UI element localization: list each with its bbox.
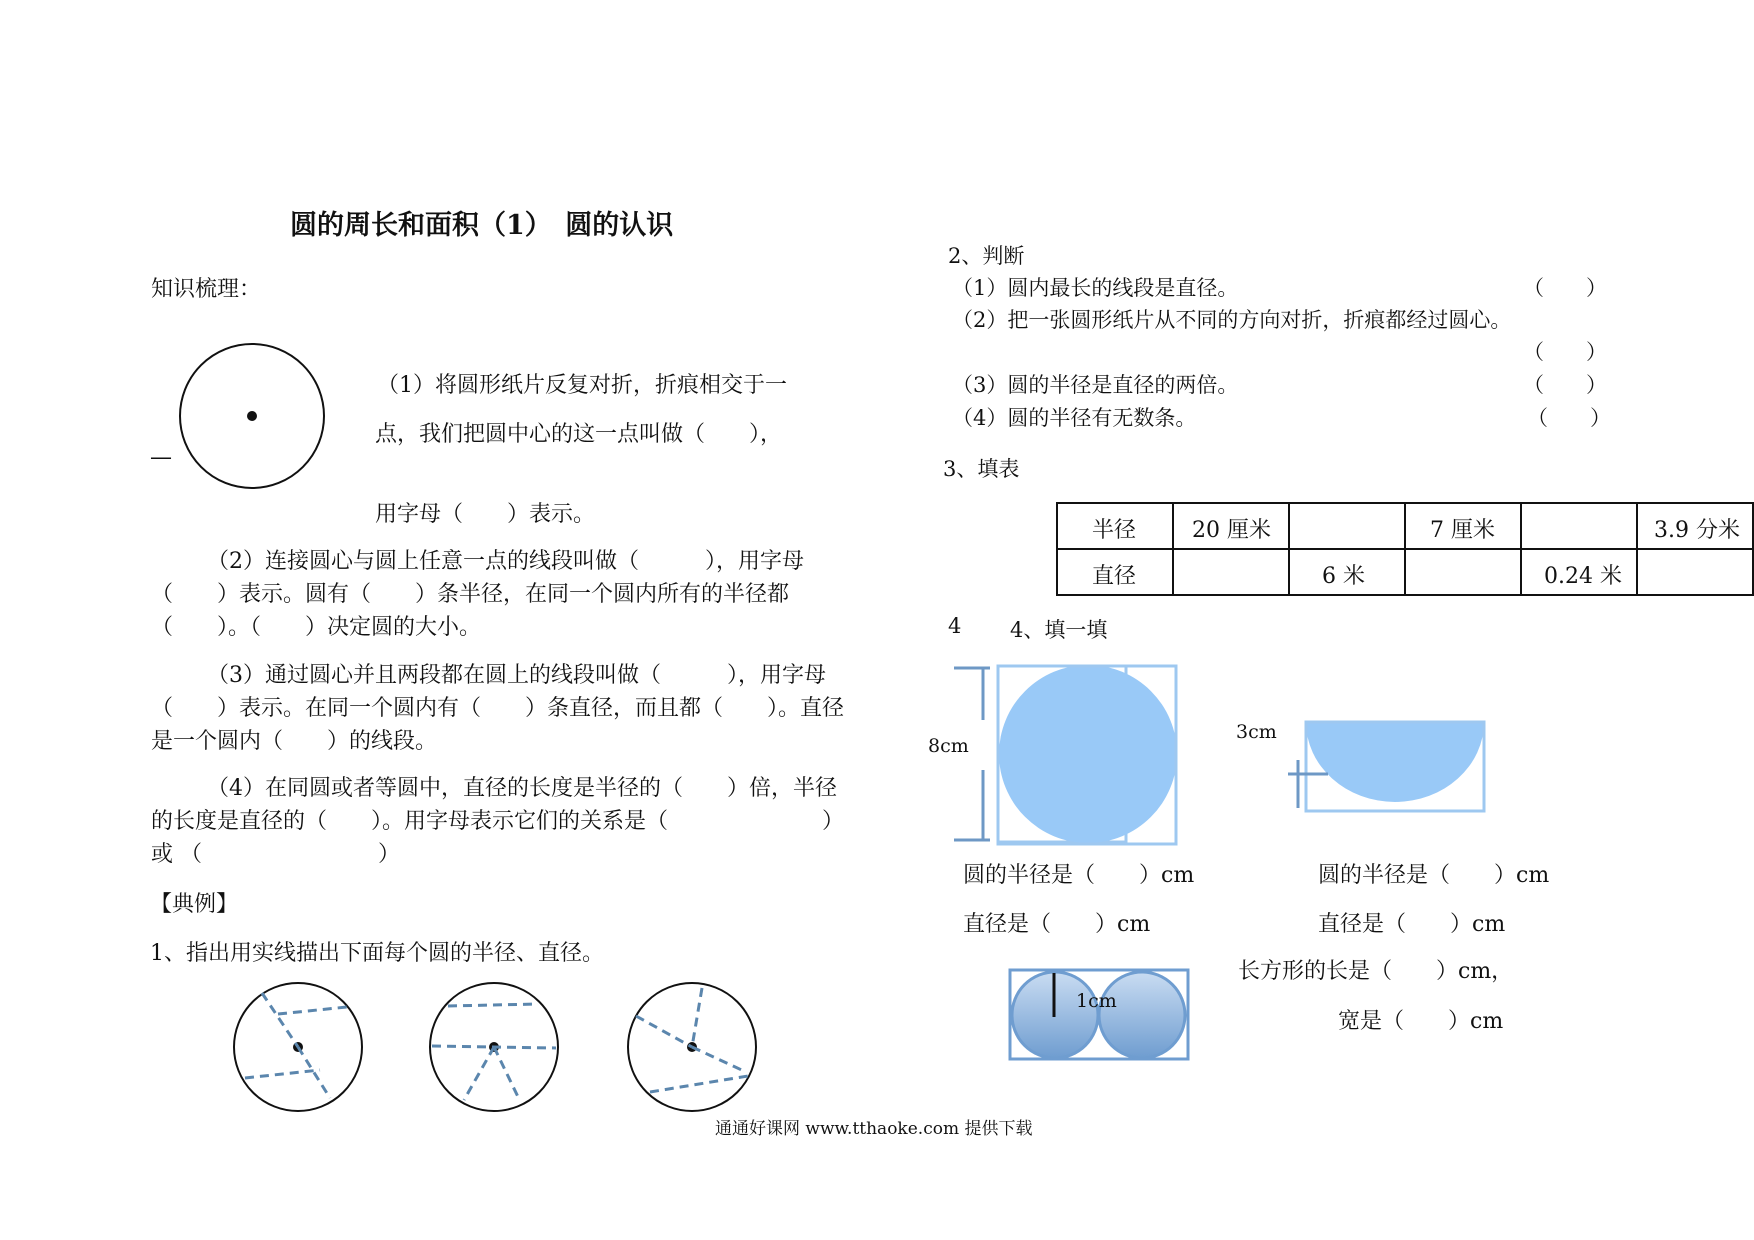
table-cell [1405,549,1521,595]
judge-item-1: （1）圆内最长的线段是直径。 [952,276,1239,300]
k4-paragraph: （4）在同圆或者等圆中，直径的长度是半径的（ ）倍，半径的长度是直径的（ ）。用字母表示它们的关系是（ ）或 （ ） [151,776,845,867]
fill-heading: 4、填一填 [1010,618,1108,642]
radius-diameter-table [1056,502,1754,596]
table-cell: 7 厘米 [1405,503,1521,549]
judge-paren-3: （ ） [1523,373,1607,397]
table-cell [1521,503,1637,549]
table-row [1057,549,1753,595]
table-cell: 直径 [1057,549,1173,595]
semicircle-figure [1278,716,1498,816]
k2-paragraph: （2）连接圆心与圆上任意一点的线段叫做（ ），用字母（ ）表示。圆有（ ）条半径，在同一个圆内所有的半径都（ ）。（ ）决定圆的大小。 [151,549,804,640]
example-heading: 【典例】 [150,892,239,917]
table-cell: 0.24 米 [1521,549,1637,595]
k1-dash: — [150,445,172,470]
page-title: 圆的周长和面积（1） 圆的认识 [290,210,674,241]
k3-paragraph: （3）通过圆心并且两段都在圆上的线段叫做（ ），用字母（ ）表示。在同一个圆内有（ ）条直径，而且都（ ）。直径是一个圆内（ ）的线段。 [151,663,845,754]
k1-line3: 用字母（ ）表示。 [375,502,596,527]
knowledge-heading: 知识梳理： [151,277,262,302]
q3-width: 宽是（ ）cm [1338,1009,1504,1034]
fill-heading-number: 4 [948,614,962,638]
q2-radius: 圆的半径是（ ）cm [1318,863,1550,888]
fig1-label: 8cm [928,735,969,757]
table-cell [1637,549,1753,595]
two-circles-figure [1005,965,1195,1065]
example-circle-a [230,980,370,1120]
judge-paren-4: （ ） [1527,406,1611,430]
judge-item-3: （3）圆的半径是直径的两倍。 [952,373,1239,397]
table-cell: 20 厘米 [1173,503,1289,549]
table-cell [1173,549,1289,595]
table-heading: 3、填表 [943,457,1020,481]
circle-diagram [175,342,345,502]
q1-radius: 圆的半径是（ ）cm [963,863,1195,888]
footer-text: 通通好课网 www.tthaoke.com 提供下载 [715,1119,1033,1139]
judge-paren-2: （ ） [1523,340,1607,364]
table-cell [1289,503,1405,549]
judge-item-2: （2）把一张圆形纸片从不同的方向对折，折痕都经过圆心。 [952,308,1512,332]
q3-length: 长方形的长是（ ）cm， [1238,959,1514,984]
table-row [1057,503,1753,549]
example-circle-b [428,980,568,1120]
example1-text: 1、指出用实线描出下面每个圆的半径、直径。 [150,941,604,966]
judge-item-4: （4）圆的半径有无数条。 [952,406,1197,430]
table-cell: 6 米 [1289,549,1405,595]
table-cell: 3.9 分米 [1637,503,1753,549]
fig3-label: 1cm [1076,990,1117,1012]
q1-diameter: 直径是（ ）cm [963,912,1151,937]
example-circle-c [626,980,766,1120]
k1-line2: 点，我们把圆中心的这一点叫做（ ）， [375,422,783,447]
judge-heading: 2、判断 [948,244,1025,268]
table-cell: 半径 [1057,503,1173,549]
square-circle-figure [950,660,1150,850]
fig2-label: 3cm [1236,721,1277,743]
q2-diameter: 直径是（ ）cm [1318,912,1506,937]
k1-line1: （1）将圆形纸片反复对折，折痕相交于一 [377,373,787,398]
judge-paren-1: （ ） [1523,276,1607,300]
